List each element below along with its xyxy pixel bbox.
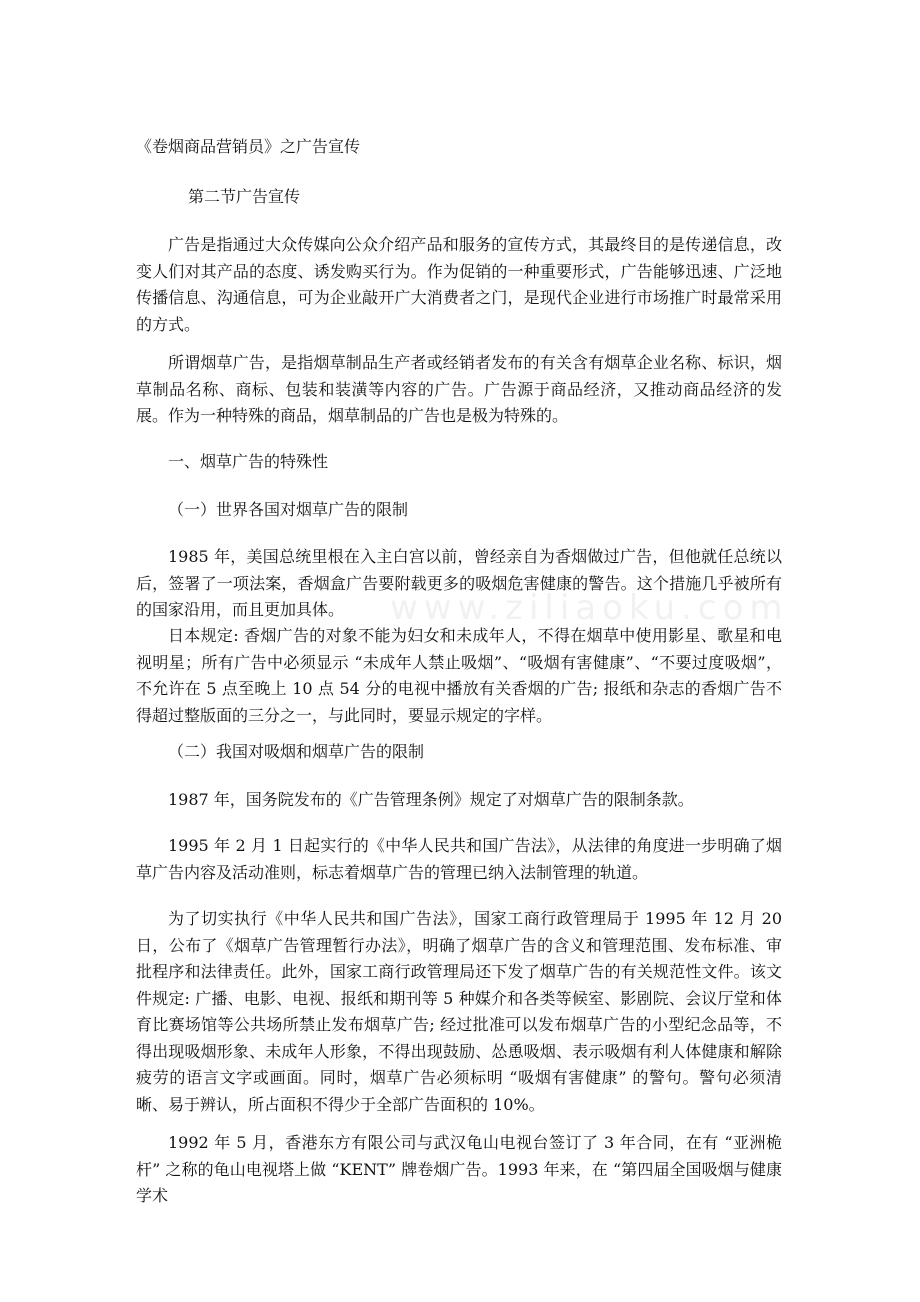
paragraph-usa-1985: 1985 年，美国总统里根在入主白宫以前，曾经亲自为香烟做过广告，但他就任总统以后，签署了一项法案，香烟盒广告要附载更多的吸烟危害健康的警告。这个措施几乎被所有的国家沿用，而且更加具体。: [136, 547, 782, 619]
section-title: 第二节广告宣传: [188, 187, 301, 206]
watermark: www.ziliaoku.com: [390, 588, 789, 628]
paragraph-japan-rules: 日本规定: 香烟广告的对象不能为妇女和未成年人，不得在烟草中使用影星、歌星和电视明星；所有广告中必须显示 “未成年人禁止吸烟”、“吸烟有害健康”、“不要过度吸烟”，不允许在 5 点至晚上 10 点 54 分的电视中播放有关香烟的广告; 报纸和杂志的香烟广告不得超过整版面的三分之一，与此同时，要显示规定的字样。: [136, 626, 782, 725]
heading-tobacco-ad-specificity: 一、烟草广告的特殊性: [168, 452, 329, 471]
paragraph-tobacco-ad-definition: 所谓烟草广告，是指烟草制品生产者或经销者发布的有关含有烟草企业名称、标识，烟草制品名称、商标、包装和装潢等内容的广告。广告源于商品经济，又推动商品经济的发展。作为一种特殊的商品，烟草制品的广告也是极为特殊的。: [136, 353, 782, 425]
paragraph-1987-regulation: 1987 年，国务院发布的《广告管理条例》规定了对烟草广告的限制条款。: [168, 790, 694, 809]
paragraph-1995-ad-law: 1995 年 2 月 1 日起实行的《中华人民共和国广告法》，从法律的角度进一步明确了烟草广告内容及活动准则，标志着烟草广告的管理已纳入法制管理的轨道。: [136, 836, 782, 882]
paragraph-interim-measures: 为了切实执行《中华人民共和国广告法》，国家工商行政管理局于 1995 年 12 月 20 日，公布了《烟草广告管理暂行办法》，明确了烟草广告的含义和管理范围、发布标准、审批程序和法律责任。此外，国家工商行政管理局还下发了烟草广告的有关规范性文件。该文件规定: 广播、电影、电视、报纸和期刊等 5 种媒介和各类等候室、影剧院、会议厅堂和体育比赛场馆等公共场所禁止发布烟草广告; 经过批准可以发布烟草广告的小型纪念品等，不得出现吸烟形象、未成年人形象，不得出现鼓励、怂恿吸烟、表示吸烟有利人体健康和解除疲劳的语言文字或画面。同时，烟草广告必须标明 “吸烟有害健康” 的警句。警句必须清晰、易于辨认，所占面积不得少于全部广告面积的 10%。: [136, 909, 782, 1114]
paragraph-1992-kent-ad: 1992 年 5 月，香港东方有限公司与武汉龟山电视台签订了 3 年合同，在有 “亚洲桅杆” 之称的龟山电视塔上做 “KENT” 牌卷烟广告。1993 年来，在 “第四届全国吸烟与健康学术: [136, 1133, 782, 1205]
paragraph-advertising-definition: 广告是指通过大众传媒向公众介绍产品和服务的宣传方式，其最终目的是传递信息，改变人们对其产品的态度、诱发购买行为。作为促销的一种重要形式，广告能够迅速、广泛地传播信息、沟通信息，可为企业敲开广大消费者之门，是现代企业进行市场推广时最常采用的方式。: [136, 235, 782, 334]
heading-world-restrictions: （一）世界各国对烟草广告的限制: [168, 500, 409, 519]
document-title: 《卷烟商品营销员》之广告宣传: [136, 137, 361, 156]
heading-china-restrictions: （二）我国对吸烟和烟草广告的限制: [168, 742, 425, 761]
